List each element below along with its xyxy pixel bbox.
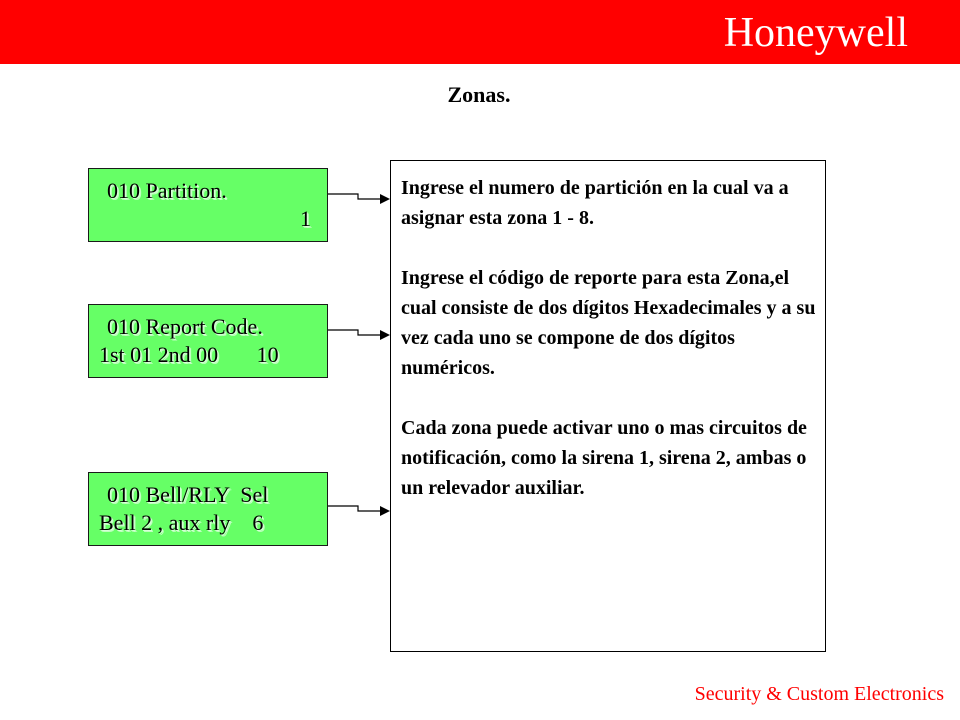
description-paragraph: Ingrese el código de reporte para esta Zona,el cual consiste de dos dígitos Hexadecimales y a su vez cada uno se compone de dos dígitos numéricos. bbox=[401, 267, 816, 379]
lcd-display-report-code bbox=[88, 304, 328, 378]
description-paragraph: Cada zona puede activar uno o mas circuitos de notificación, como la sirena 1, sirena 2, ambas o un relevador auxiliar. bbox=[401, 417, 807, 499]
page-title: Zonas. bbox=[447, 82, 511, 107]
header-bar bbox=[0, 0, 960, 64]
description-paragraph: Ingrese el numero de partición en la cual va a asignar esta zona 1 - 8. bbox=[401, 177, 789, 229]
lcd-line-2: Bell 2 , aux rly 6 bbox=[99, 510, 264, 535]
description-box bbox=[390, 160, 826, 652]
arrow-right-icon bbox=[328, 193, 390, 205]
lcd-display-partition bbox=[88, 168, 328, 242]
lcd-line-2: 1 bbox=[300, 206, 311, 231]
lcd-line-1: 010 Report Code. bbox=[107, 314, 263, 339]
lcd-line-1: 010 Partition. bbox=[107, 178, 227, 203]
arrow-right-icon bbox=[328, 329, 390, 341]
lcd-line-1: 010 Bell/RLY Sel bbox=[107, 482, 269, 507]
brand-logo: Honeywell bbox=[723, 10, 908, 56]
lcd-line-2: 1st 01 2nd 00 10 bbox=[99, 342, 279, 367]
lcd-display-bell-relay bbox=[88, 472, 328, 546]
footer-tagline: Security & Custom Electronics bbox=[694, 683, 944, 705]
arrow-right-icon bbox=[328, 505, 390, 517]
